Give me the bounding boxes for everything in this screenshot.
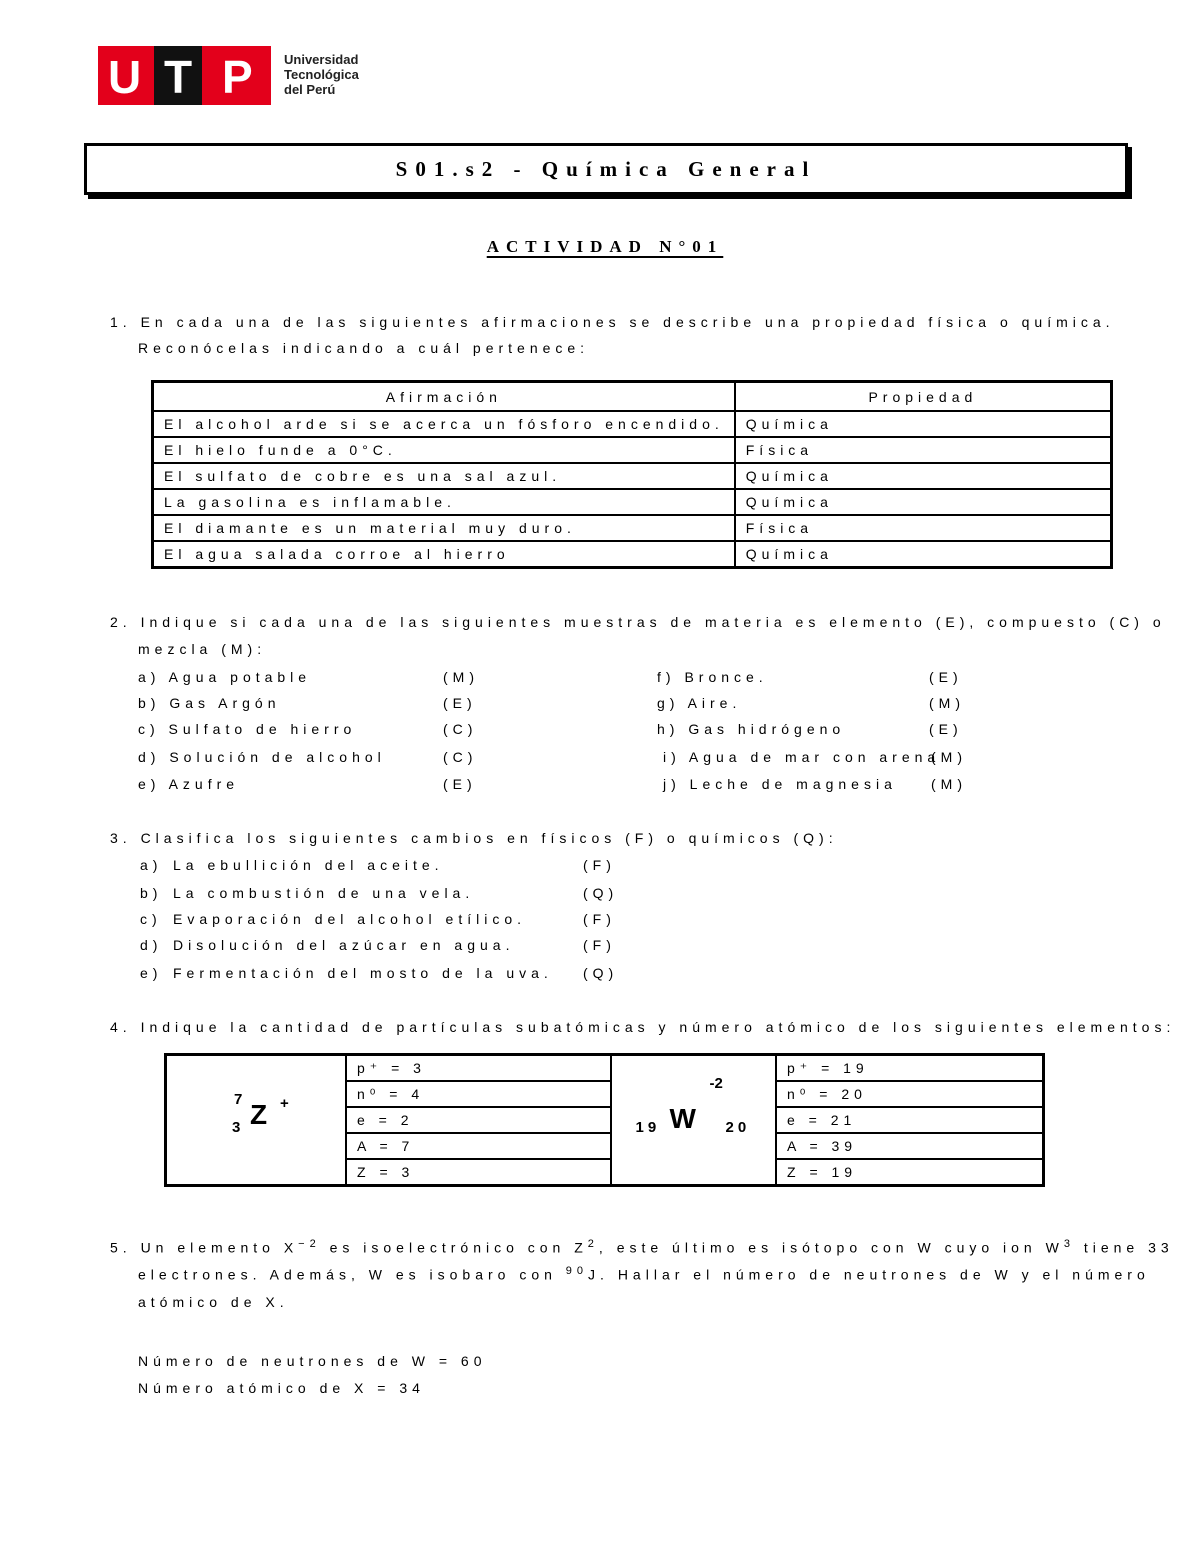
- table-cell: e = 2: [346, 1107, 611, 1133]
- activity-heading: [0, 237, 1200, 257]
- w-symbol-group: [634, 1074, 754, 1149]
- q5-sup: 3: [1063, 1238, 1075, 1250]
- answer-neutrons: Número de neutrones de W = 60: [138, 1353, 487, 1369]
- z-symbol-group: [196, 1089, 316, 1149]
- z-atomic-number: 3: [232, 1118, 241, 1136]
- q2-item: j) Leche de magnesia: [663, 776, 897, 792]
- q3-letter: e): [140, 965, 163, 981]
- z-charge: +: [280, 1094, 289, 1112]
- table-cell: n⁰ = 4: [346, 1081, 611, 1107]
- table-row: [153, 411, 1112, 437]
- table-cell: Química: [735, 463, 1112, 489]
- table-cell: Química: [735, 411, 1112, 437]
- q4-heading: 4. Indique la cantidad de partículas subatómicas y número atómico de los siguientes elementos:: [110, 1019, 1176, 1035]
- logo-letter-t: T: [164, 51, 193, 103]
- q2-answer: (E): [929, 721, 963, 737]
- logo-line: del Perú: [284, 82, 336, 97]
- q3-item: Disolución del azúcar en agua.: [173, 937, 515, 953]
- z-nuclide: [166, 1055, 347, 1186]
- answer-atomic-number: Número atómico de X = 34: [138, 1380, 425, 1396]
- q2-answer: (M): [931, 749, 967, 765]
- q3-answer: (Q): [583, 885, 619, 901]
- z-symbol: Z: [250, 1098, 268, 1130]
- w-right-number: 20: [725, 1118, 751, 1136]
- logo-letter-p: P: [222, 51, 253, 103]
- q3-letter: b): [140, 885, 163, 901]
- table-header: Afirmación: [153, 382, 735, 412]
- q2-item: i) Agua de mar con arena: [663, 749, 941, 765]
- logo-text: [284, 52, 359, 97]
- q3-item: La ebullición del aceite.: [173, 857, 444, 873]
- q5-line2: [138, 1265, 1150, 1283]
- q5-line1: [110, 1238, 1174, 1256]
- table-cell: El sulfato de cobre es una sal azul.: [153, 463, 735, 489]
- table-row: [153, 541, 1112, 568]
- q3-answer: (F): [583, 857, 616, 873]
- w-symbol: W: [669, 1102, 696, 1134]
- logo-line: Universidad: [284, 52, 359, 67]
- q2-line2: mezcla (M):: [138, 641, 267, 657]
- particles-table: [164, 1053, 1045, 1187]
- q2-answer: (E): [929, 669, 963, 685]
- w-nuclide: [611, 1055, 776, 1186]
- table-cell: Física: [735, 515, 1112, 541]
- q2-item: h) Gas hidrógeno: [657, 721, 846, 737]
- q5-text: , este último es isótopo con W cuyo ion W: [598, 1239, 1064, 1256]
- q2-answer: (C): [443, 749, 478, 765]
- properties-table: [151, 380, 1113, 569]
- q5-text: J. Hallar el número de neutrones de W y el número: [588, 1266, 1150, 1283]
- q5-sup: −2: [298, 1238, 321, 1250]
- table-cell: Química: [735, 541, 1112, 568]
- title-box: [84, 143, 1128, 195]
- q2-item: b) Gas Argón: [138, 695, 281, 711]
- q5-sup: 2: [587, 1238, 599, 1250]
- table-row: [153, 489, 1112, 515]
- q3-item: La combustión de una vela.: [173, 885, 475, 901]
- q3-heading: 3. Clasifica los siguientes cambios en físicos (F) o químicos (Q):: [110, 830, 838, 846]
- q2-item: f) Bronce.: [657, 669, 768, 685]
- table-cell: p⁺ = 19: [776, 1055, 1044, 1082]
- q5-sup: 90: [565, 1265, 589, 1277]
- q5-text: es isoelectrónico con Z: [329, 1239, 588, 1256]
- q2-item: a) Agua potable: [138, 669, 312, 685]
- table-cell: El agua salada corroe al hierro: [153, 541, 735, 568]
- q2-answer: (M): [443, 669, 479, 685]
- q5-line3: atómico de X.: [138, 1294, 289, 1310]
- table-cell: A = 39: [776, 1133, 1044, 1159]
- q3-letter: d): [140, 937, 163, 953]
- activity-heading-text: ACTIVIDAD N°01: [486, 237, 724, 256]
- q2-item: d) Solución de alcohol: [138, 749, 386, 765]
- q3-letter: a): [140, 857, 163, 873]
- table-cell: Z = 19: [776, 1159, 1044, 1186]
- q2-answer: (E): [443, 695, 477, 711]
- table-cell: Física: [735, 437, 1112, 463]
- table-row: [153, 437, 1112, 463]
- q3-answer: (Q): [583, 965, 619, 981]
- q5-text: electrones. Además, W es isobaro con: [138, 1266, 557, 1283]
- table-cell: p⁺ = 3: [346, 1055, 611, 1082]
- table-row: [153, 515, 1112, 541]
- table-cell: Z = 3: [346, 1159, 611, 1186]
- q2-answer: (M): [931, 776, 967, 792]
- logo-letter-u: U: [108, 51, 142, 103]
- table-row: [153, 463, 1112, 489]
- q2-answer: (M): [929, 695, 965, 711]
- z-mass-number: 7: [234, 1090, 243, 1108]
- table-row: [166, 1055, 1044, 1082]
- table-cell: n⁰ = 20: [776, 1081, 1044, 1107]
- q5-text: tiene 33: [1083, 1239, 1174, 1256]
- q2-line1: 2. Indique si cada una de las siguientes muestras de materia es elemento (E), compuesto (C) o: [110, 614, 1166, 630]
- utp-logo: [98, 46, 271, 105]
- table-cell: Química: [735, 489, 1112, 515]
- q3-item: Fermentación del mosto de la uva.: [173, 965, 553, 981]
- logo-line: Tecnológica: [284, 67, 359, 82]
- q2-item: c) Sulfato de hierro: [138, 721, 357, 737]
- q3-answer: (F): [583, 911, 616, 927]
- q2-item: e) Azufre: [138, 776, 240, 792]
- table-cell: El alcohol arde si se acerca un fósforo encendido.: [153, 411, 735, 437]
- table-cell: A = 7: [346, 1133, 611, 1159]
- w-charge: -2: [709, 1074, 723, 1092]
- q2-item: g) Aire.: [657, 695, 742, 711]
- table-cell: La gasolina es inflamable.: [153, 489, 735, 515]
- table-cell: El hielo funde a 0°C.: [153, 437, 735, 463]
- table-cell: El diamante es un material muy duro.: [153, 515, 735, 541]
- table-cell: e = 21: [776, 1107, 1044, 1133]
- q2-answer: (C): [443, 721, 478, 737]
- q1-line2: Reconócelas indicando a cuál pertenece:: [138, 340, 590, 356]
- q3-letter: c): [140, 911, 162, 927]
- page-title: S01.s2 - Química General: [395, 157, 817, 181]
- q3-item: Evaporación del alcohol etílico.: [173, 911, 527, 927]
- q1-line1: 1. En cada una de las siguientes afirmaciones se describe una propiedad física o química.: [110, 314, 1115, 330]
- table-header: Propiedad: [735, 382, 1112, 412]
- q2-answer: (E): [443, 776, 477, 792]
- q3-answer: (F): [583, 937, 616, 953]
- q5-text: 5. Un elemento X: [110, 1239, 299, 1256]
- w-atomic-number: 19: [635, 1118, 661, 1136]
